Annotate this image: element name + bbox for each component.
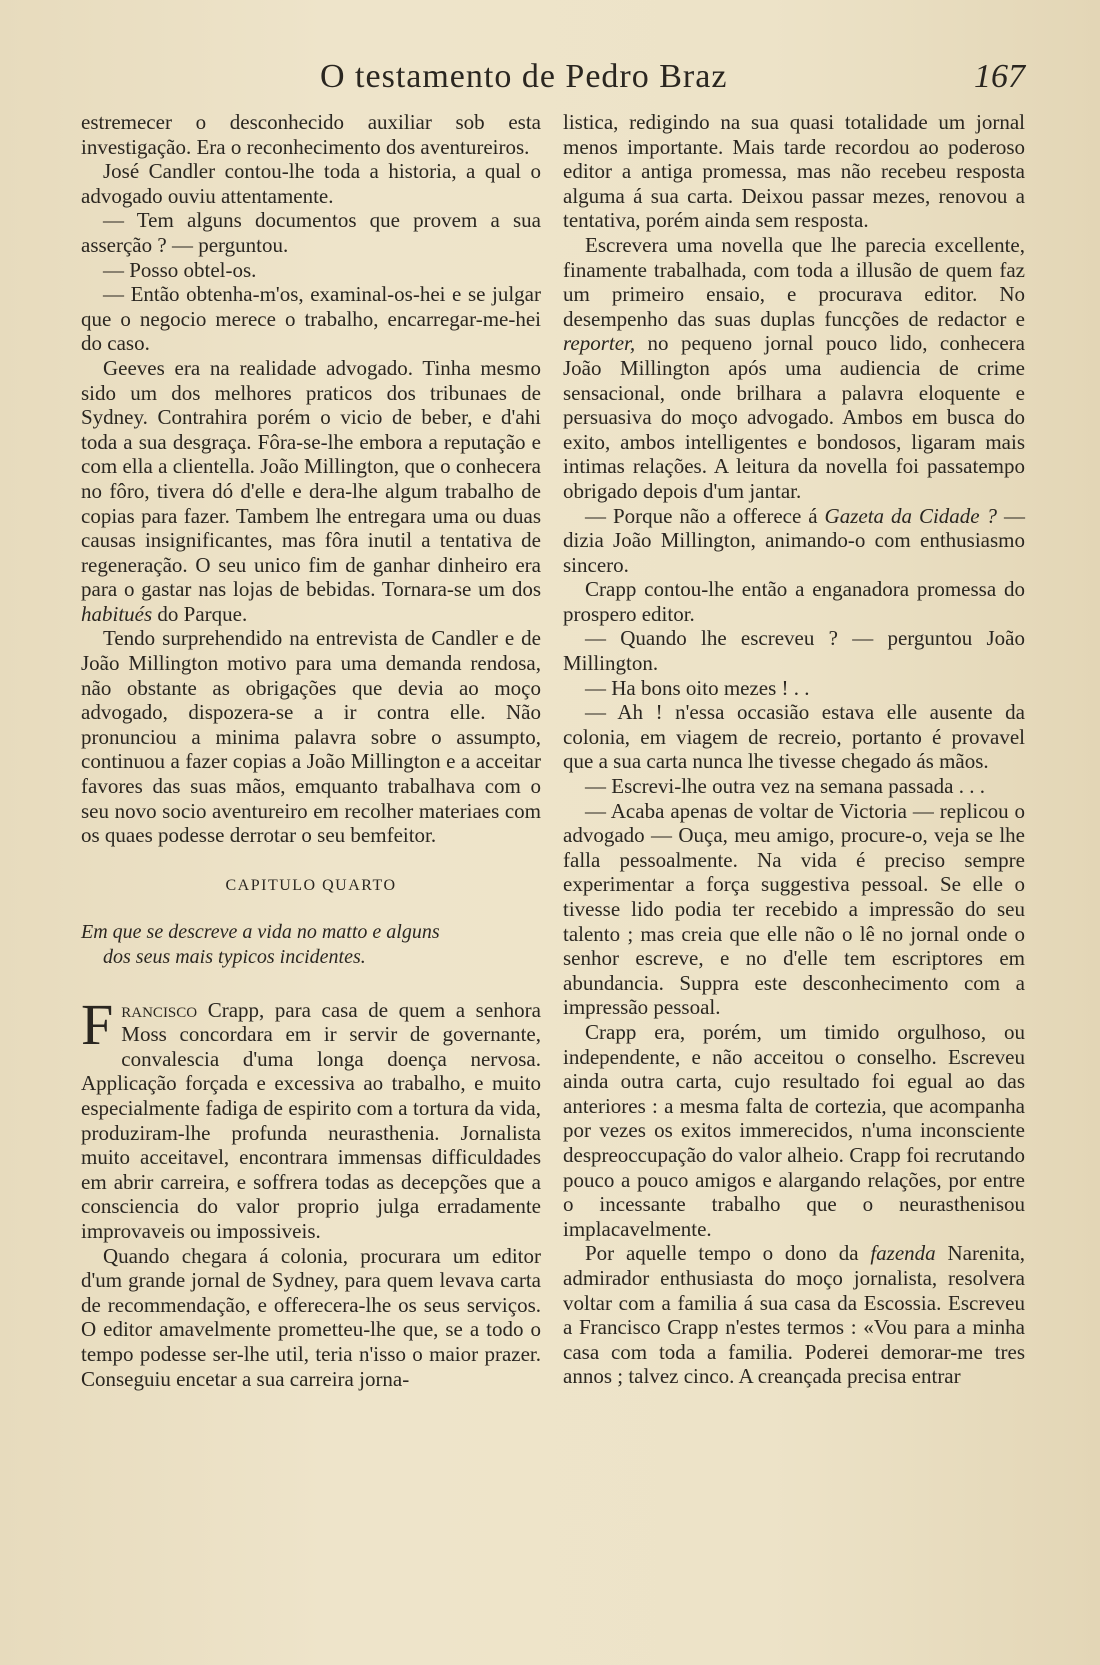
italic-term: habitués [81,601,153,626]
paragraph-text: no pequeno jornal pouco lido, conhecera João Millington após uma audiencia de crime sensacional, onde brilhara a palavra eloquente e persuasiva do moço advogado. Ambos em busca do exito, ambos intelligentes e bondosos, ligaram mais intimas relações. A leitura da novella foi passatempo obrigado depois d'um jantar. [563,331,1026,503]
page-number: 167 [974,58,1025,95]
italic-term: reporter, [563,331,636,356]
paragraph [81,991,541,1244]
paragraph: — Quando lhe escreveu ? — perguntou João Millington. [563,626,1025,676]
paragraph: — Escrevi-lhe outra vez na semana passada . . . [585,774,986,799]
paragraph-text: Por aquelle tempo o dono da [585,1241,859,1266]
paragraph: — Ah ! n'essa occasião estava elle ausente da colonia, em viagem de recreio, portanto é provavel que a sua carta nunca lhe tivesse chegado ás mãos. [563,700,1025,774]
paragraph: listica, redigindo na sua quasi totalidade um jornal menos importante. Mais tarde recordou ao poderoso editor a antiga promessa, mas não recebeu resposta alguma á sua carta. Deixou passar mezes, renovou a tentativa, porém ainda sem resposta. [563,110,1025,233]
chapter-subtitle-line: dos seus mais typicos incidentes. [103,946,366,968]
chapter-heading: CAPITULO QUARTO [225,876,397,894]
paragraph: Crapp contou-lhe então a enganadora promessa do prospero editor. [563,577,1025,626]
paragraph-text: Narenita, admirador enthusiasta do moço jornalista, resolvera voltar com a familia á sua casa da Escossia. Escreveu a Francisco Crapp n'estes termos : «Vou para a minha casa com toda a familia. Poderei demorar-me tres annos ; talvez cinco. A creançada precisa entrar [563,1241,1026,1389]
small-caps-word: rancisco [121,997,198,1022]
paragraph [563,1241,1025,1389]
left-column [81,110,541,1391]
paragraph [563,233,1025,504]
paragraph: Crapp era, porém, um timido orgulhoso, ou independente, e não acceitou o conselho. Escreveu ainda outra carta, cujo resultado foi egual ao das anteriores : a mesma falta de cortezia, que acompanha por vezes os exitos immerecidos, n'uma inconsciente despreoccupação do valor alheio. Crapp foi recrutando pouco a pouco amigos e alargando relações, por entre o incessante trabalho que o neurasthenisou implacavelmente. [563,1019,1025,1241]
paragraph: José Candler contou-lhe toda a historia, a qual o advogado ouviu attentamente. [81,159,541,208]
paragraph: Tendo surprehendido na entrevista de Candler e de João Millington motivo para uma demanda rendosa, não obstante as obrigações que devia ao moço advogado, dispozera-se a ir contra elle. Não pronunciou a minima palavra sobre o assumpto, continuou a fazer copias a João Millington e a acceitar favores das suas mãos, emquanto trabalhava com o seu novo socio aventureiro em recolher materiaes com os quaes podesse derrotar o seu bemfeitor. [81,626,541,848]
paragraph-text: Escrevera uma novella que lhe parecia excellente, finamente trabalhada, com toda a illusão de quem faz um primeiro ensaio, e procurava editor. No desempenho das suas duplas funcções de redactor e [563,232,1025,331]
paragraph: — Então obtenha-m'os, examinal-os-hei e se julgar que o negocio merece o trabalho, encarregar-me-hei do caso. [81,282,541,356]
paragraph-text: Geeves era na realidade advogado. Tinha mesmo sido um dos melhores praticos dos tribunaes de Sydney. Contrahira porém o vicio de beber, e d'ahi toda a sua desgraça. Fôra-se-lhe embora a reputação e com ella a clientella. João Millington, que o conhecera no fôro, tivera dó d'elle e dera-lhe algum trabalho de copias para fazer. Tambem lhe entregara uma ou duas causas insignificantes, mas fôra inutil a tentativa de regeneração. O seu unico fim de ganhar dinheiro era para o gastar nas lojas de bebidas. Tornara-se um dos [81,355,541,602]
running-title: O testamento de Pedro Braz [320,58,728,95]
paragraph-text: Crapp, para casa de quem a senhora Moss concordara em ir servir de governante, convalescia d'uma longa doença nervosa. Applicação forçada e excessiva ao trabalho, e muito especialmente fadiga de espirito com a tortura da vida, produziram-lhe profunda neurasthenia. Jornalista muito acceitavel, encontrara immensas difficuldades em abrir carreira, e soffrera todas as decepções que a consciencia do valor proprio julga erradamente improvaveis ou impossiveis. [81,997,541,1243]
chapter-subtitle-line: Em que se descreve a vida no matto e alguns [81,921,440,944]
paragraph-text: — Porque não a offerece á [585,503,818,528]
chapter-subtitle [81,920,541,969]
italic-term: Gazeta da Cidade ? [824,503,998,528]
paragraph [81,356,541,627]
right-column [563,110,1025,1389]
italic-term: fazenda [870,1241,936,1266]
paragraph [563,504,1025,578]
paragraph-text: — dizia João Millington, animando-o com enthusiasmo sincero. [563,503,1026,577]
paragraph: — Tem alguns documentos que provem a sua asserção ? — perguntou. [81,208,541,257]
paragraph: estremecer o desconhecido auxiliar sob esta investigação. Era o reconhecimento dos aventureiros. [81,110,541,159]
drop-cap: F [81,991,114,1057]
running-header [80,58,1025,108]
paragraph: — Posso obtel-os. [103,257,257,282]
paragraph: — Acaba apenas de voltar de Victoria — replicou o advogado — Ouça, meu amigo, procure-o, veja se lhe falla pessoalmente. Na vida é preciso sempre experimentar a força suggestiva pessoal. Se elle o tivesse lido podia ter recebido a impressão do seu talento ; mas creia que elle não o lê no jornal onde o senhor escreve, e no d'elle tem escriptores em abundancia. Suppra este desconhecimento com a impressão pessoal. [563,798,1025,1020]
paragraph: Quando chegara á colonia, procurara um editor d'um grande jornal de Sydney, para quem levava carta de recommendação, e offerecera-lhe os seus serviços. O editor amavelmente prometteu-lhe que, se a todo o tempo podesse ser-lhe util, teria n'isso o maior prazer. Conseguiu encetar a sua carreira jorna- [81,1243,541,1391]
paragraph: — Ha bons oito mezes ! . . [585,675,810,700]
paragraph-text: do Parque. [157,601,248,626]
